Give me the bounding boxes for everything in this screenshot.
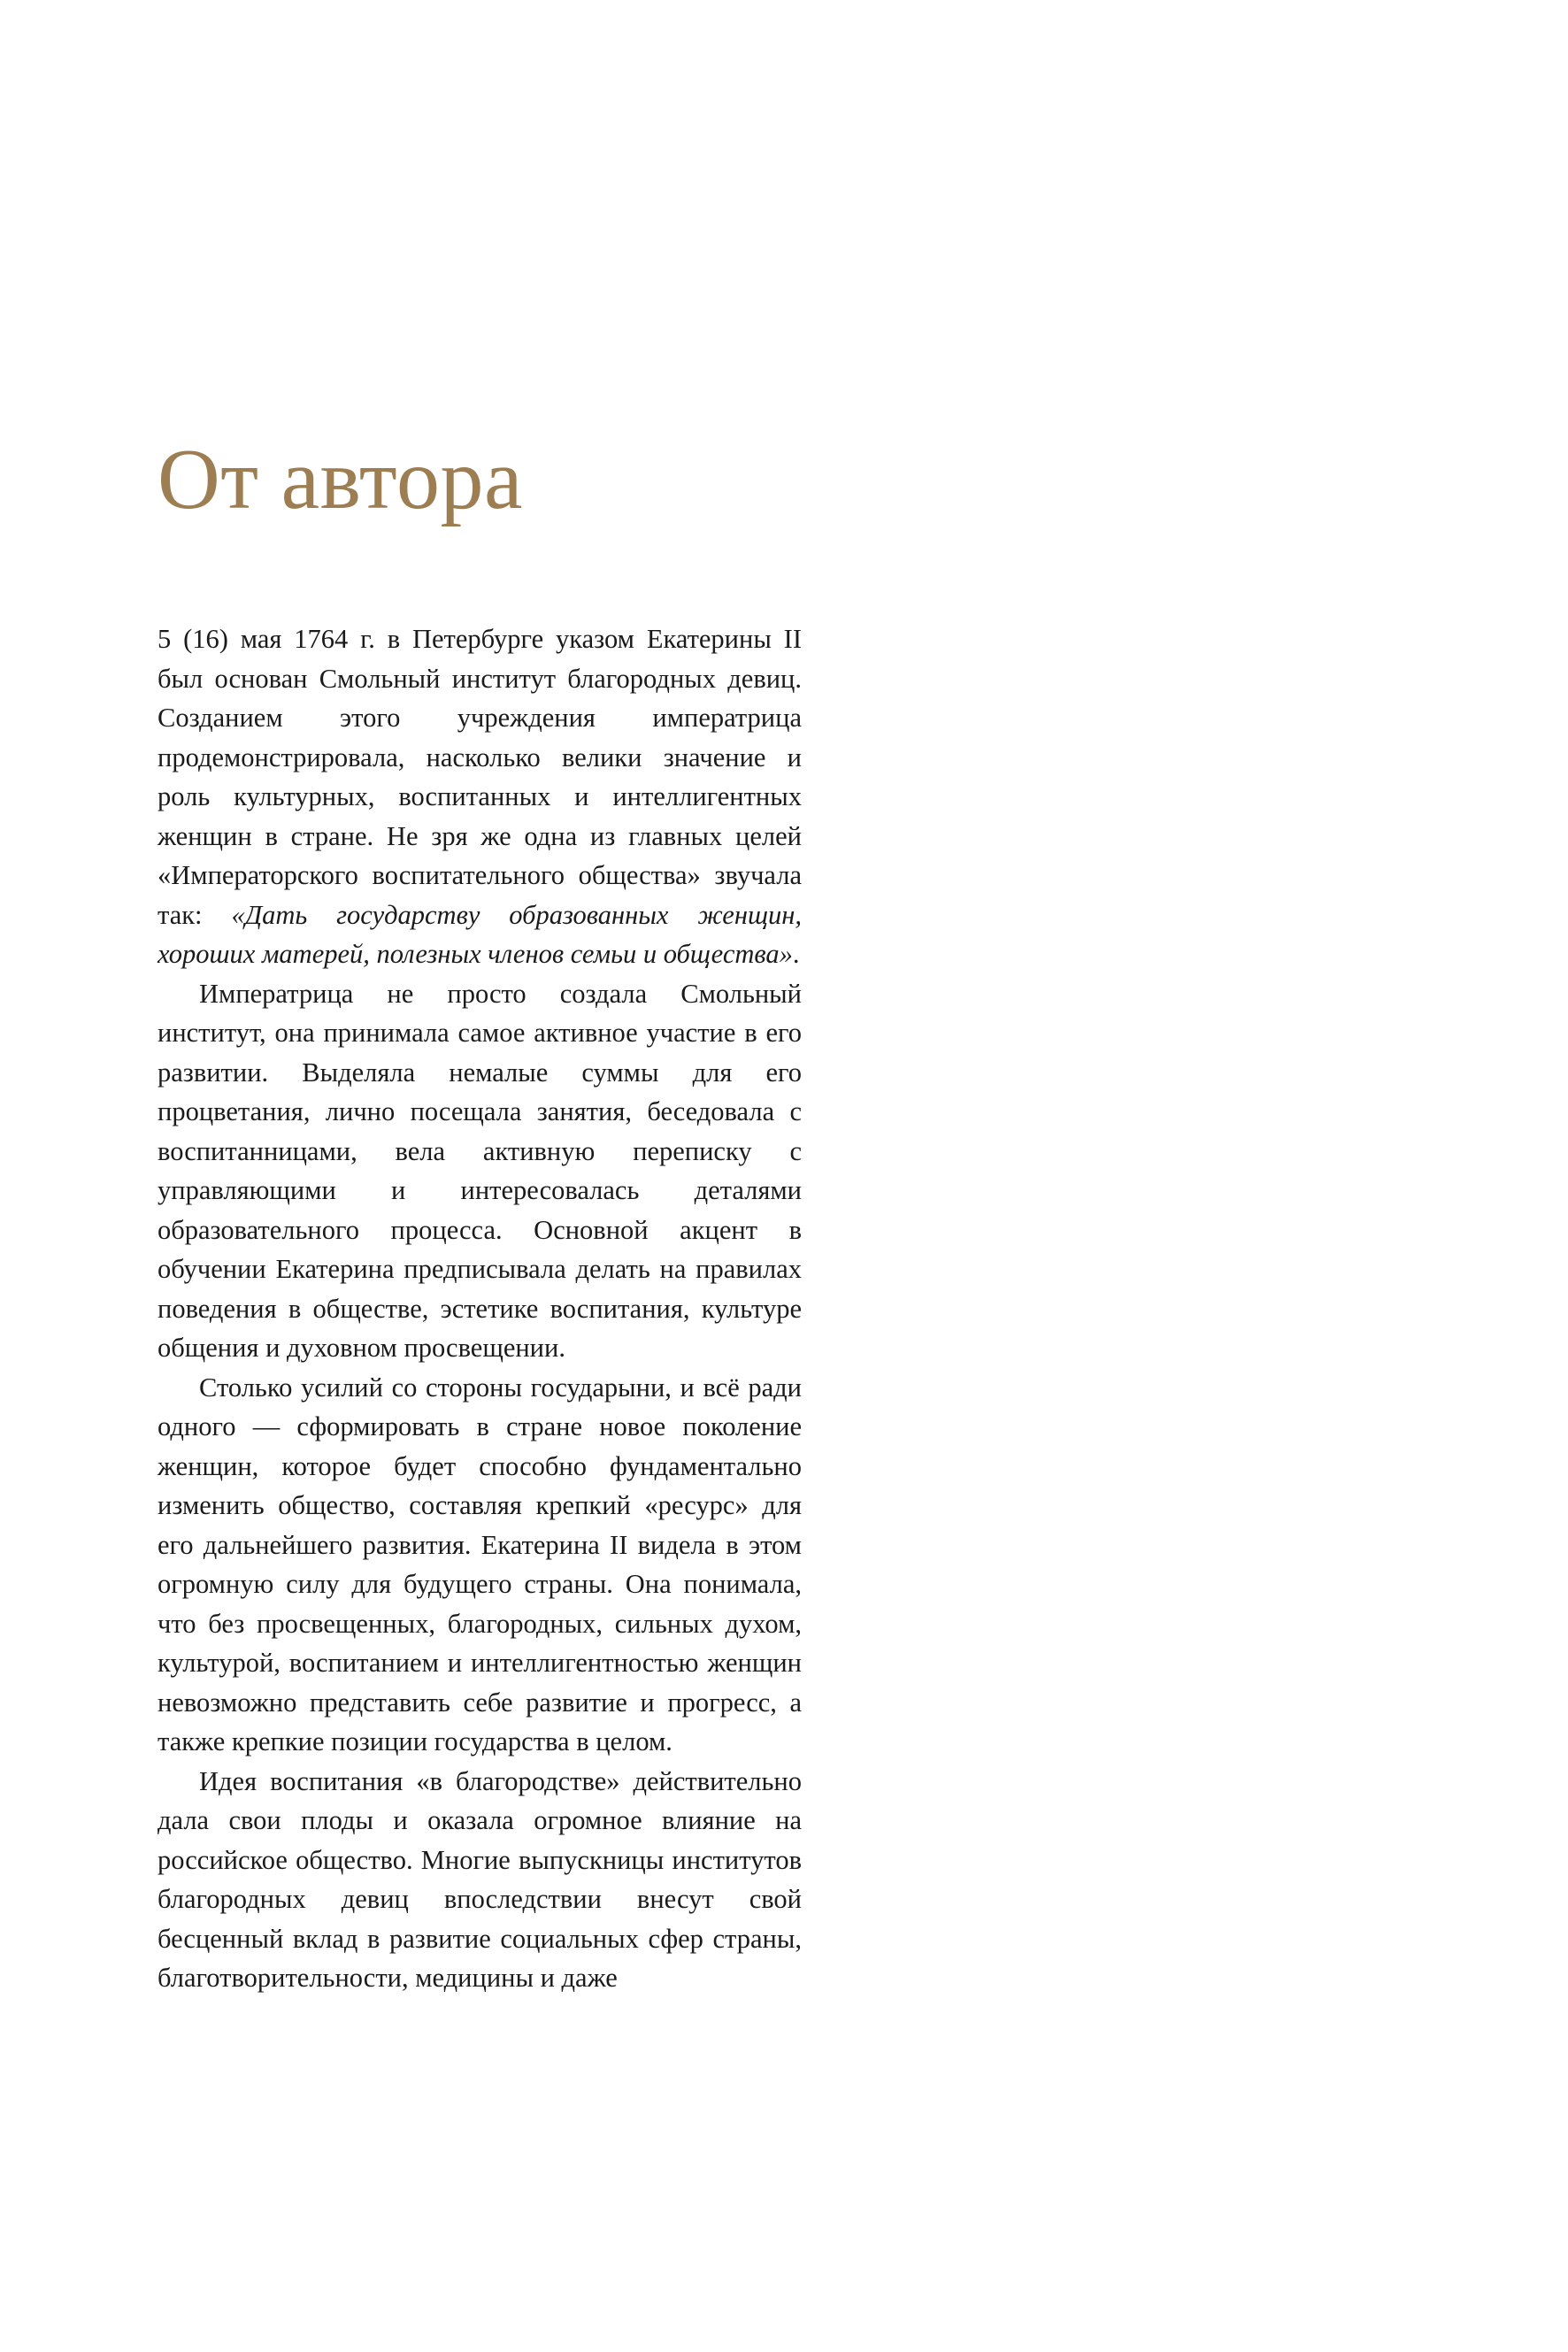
- paragraph: [158, 619, 802, 974]
- italic-quote: «Дать государству образованных женщин, хороших матерей, полезных членов семьи и общества»: [158, 899, 802, 969]
- body-text-block: [158, 619, 802, 1998]
- paragraph: [158, 1368, 802, 1762]
- page-title: От автора: [158, 432, 523, 527]
- paragraph: [158, 1762, 802, 1998]
- text-run: Столько усилий со стороны государыни, и всё ради одного — сформировать в стране новое поколение женщин, которое будет способно фундаментально изменить общество, составляя крепкий «ресурс» для его дальнейшего развития. Екатерина II видела в этом огромную силу для будущего страны. Она понимала, что без просвещенных, благородных, сильных духом, культурой, воспитанием и интеллигентностью женщин невозможно представить себе развитие и прогресс, а также крепкие позиции государства в целом.: [158, 1372, 802, 1756]
- text-run: Идея воспитания «в благородстве» действительно дала свои плоды и оказала огромное влияние на российское общество. Многие выпускницы институтов благородных девиц впоследствии внесут свой бесценный вклад в развитие социальных сфер страны, благотворительности, медицины и даже: [158, 1765, 802, 1993]
- text-run: 5 (16) мая 1764 г. в Петербурге указом Екатерины II был основан Смольный институт благородных девиц. Созданием этого учреждения императрица продемонстрировала, насколько велики значение и роль культурных, воспитанных и интеллигентных женщин в стране. Не зря же одна из главных целей «Императорского воспитательного общества» звучала так:: [158, 624, 802, 930]
- text-run: Императрица не просто создала Смольный институт, она принимала самое активное участие в его развитии. Выделяла немалые суммы для его процветания, лично посещала занятия, беседовала с воспитанницами, вела активную переписку с управляющими и интересовалась деталями образовательного процесса. Основной акцент в обучении Екатерина предписывала делать на правилах поведения в обществе, эстетике воспитания, культуре общения и духовном просвещении.: [158, 978, 802, 1363]
- paragraph: [158, 974, 802, 1368]
- text-run: .: [792, 939, 800, 969]
